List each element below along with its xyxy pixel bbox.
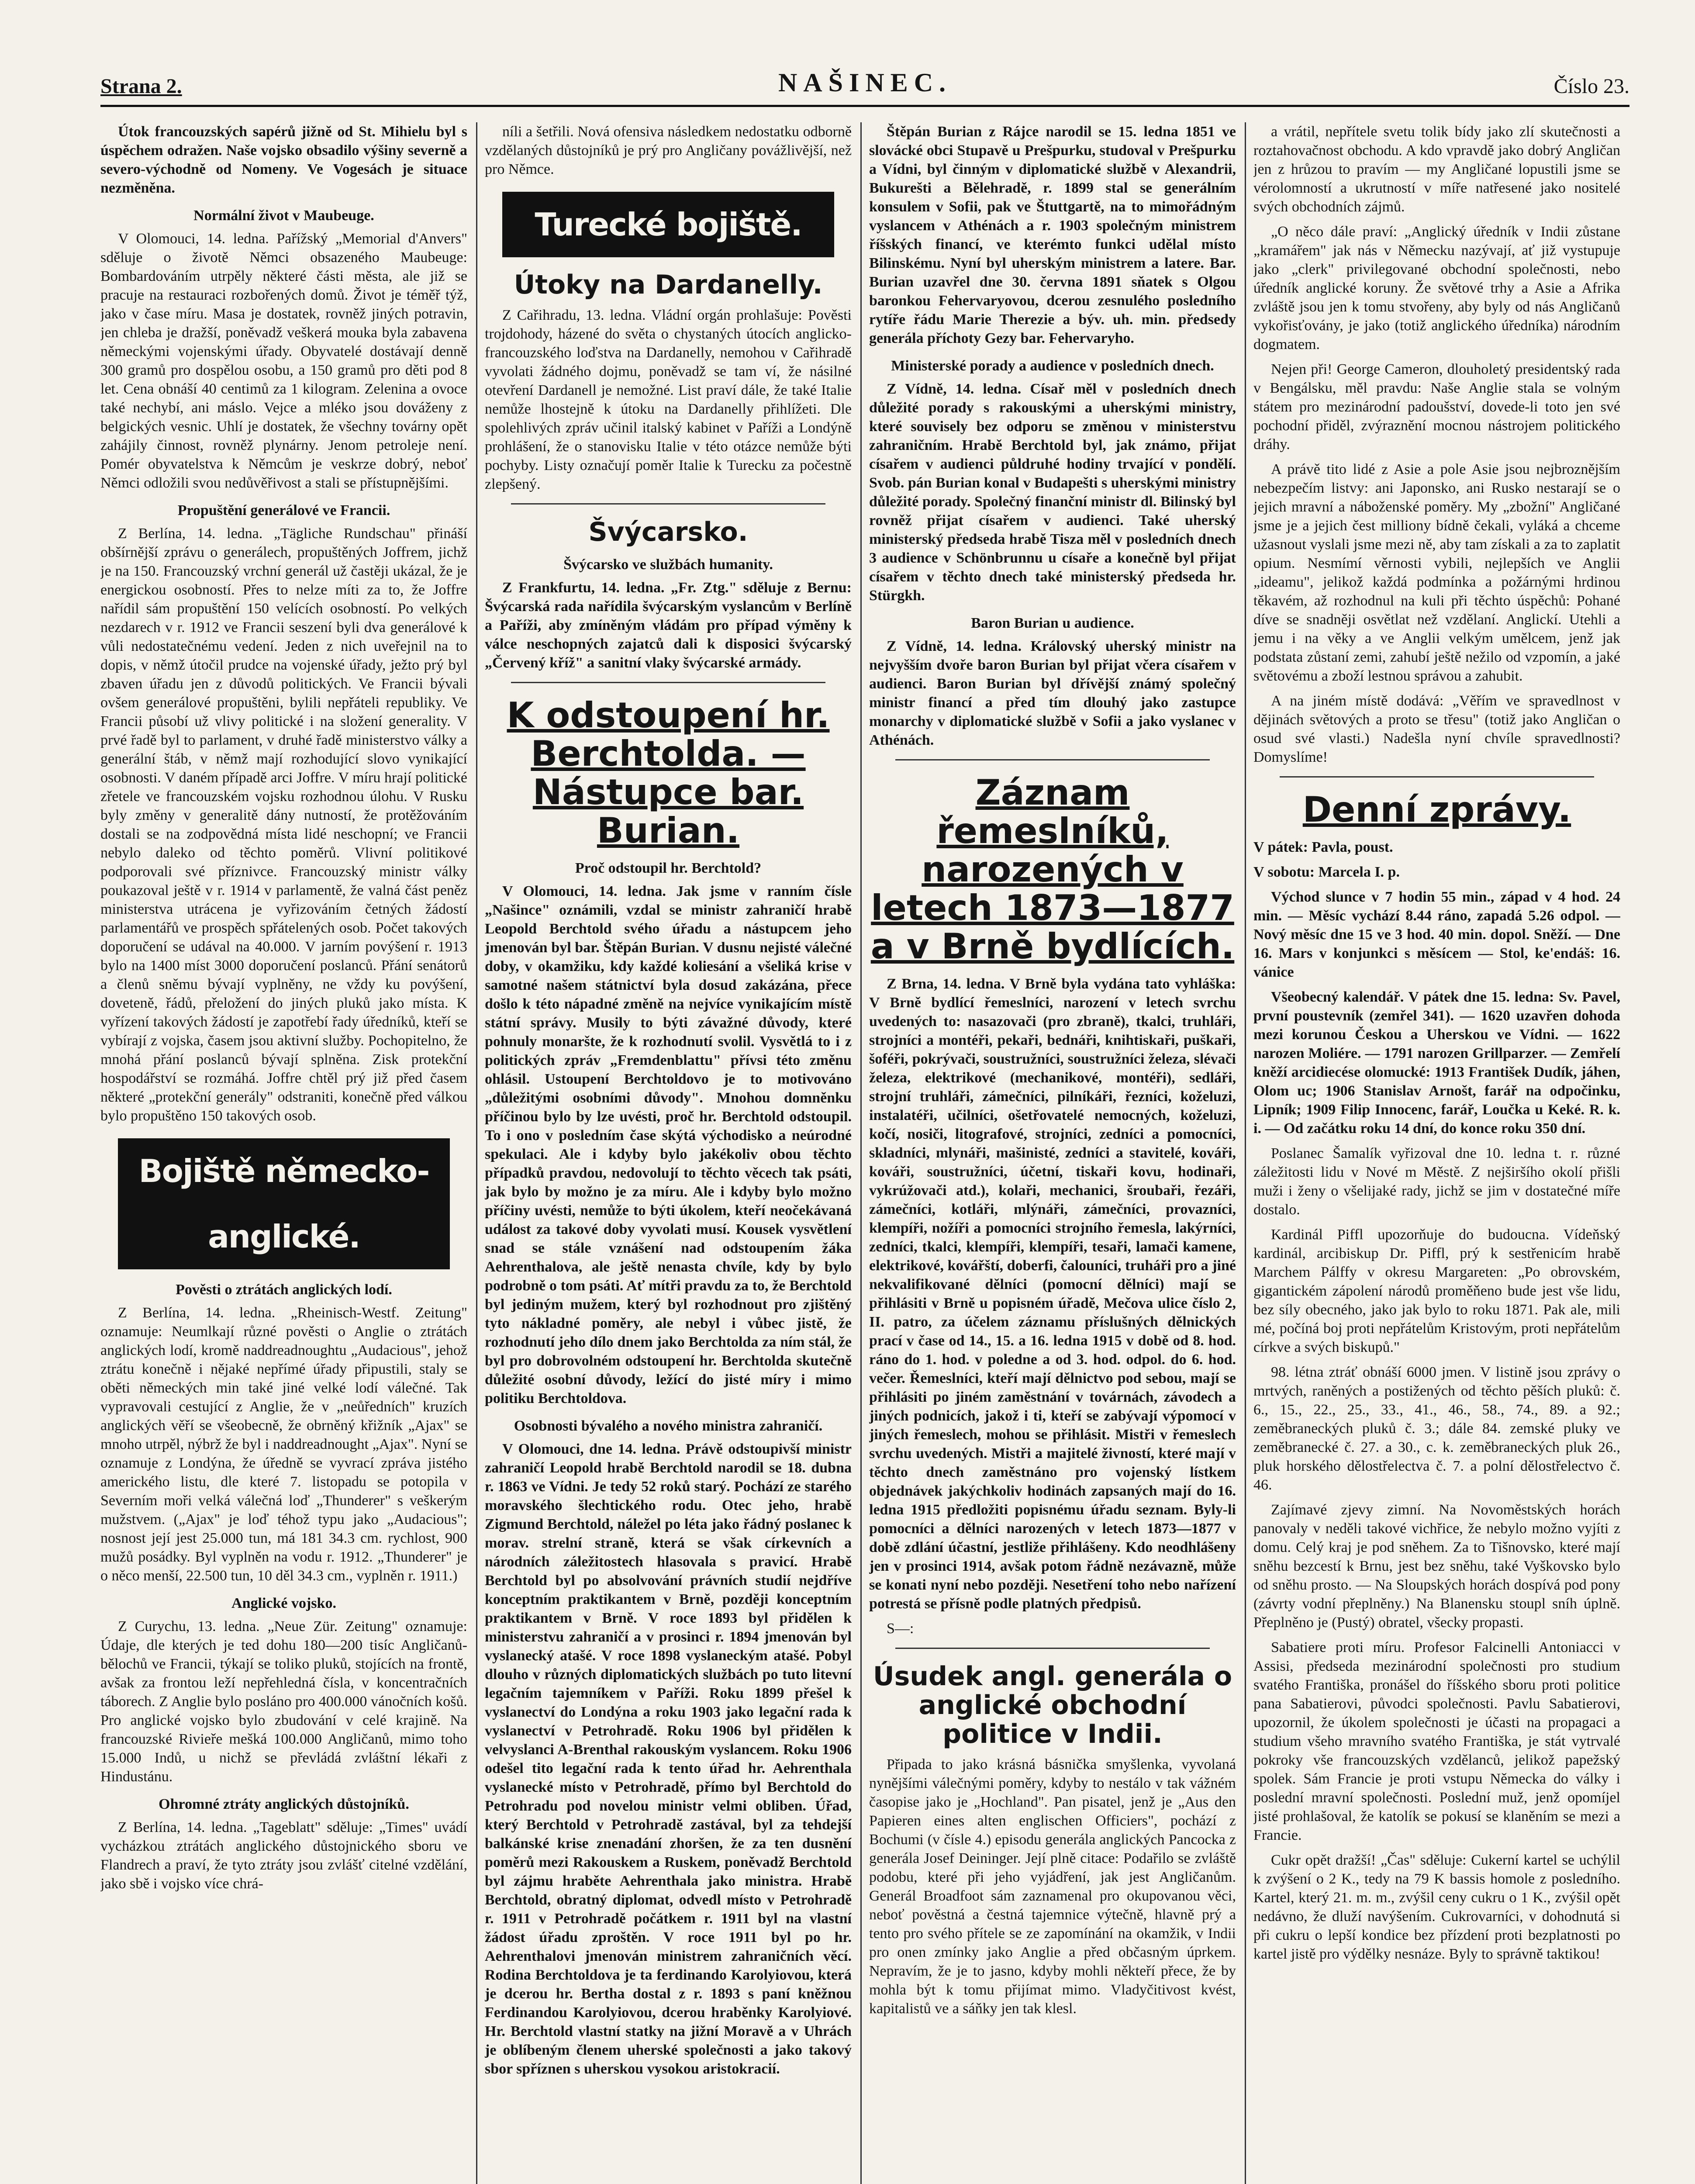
article-headline: Útoky na Dardanelly. — [514, 270, 823, 300]
article-body: V Olomouci, dne 14. ledna. Právě odstoupivší ministr zahraničí Leopold hrabě Berchtold narodil se 18. dubna r. 1863 ve Vídni. Je tedy 52 roků starý. Pochází ze starého moravského šlechtického rodu. Otec jeho, hrabě Zigmund Berchtold, náležel po léta jako řádný poslanec k morav. strelní straně, která se však církevních a národních záležitostech hlasovala s pravicí. Hrabě Berchtold byl po absolvování právních studií nejdříve konceptním praktikantem v Brně, později konceptním praktikantem v Brně. V roce 1893 byl přidělen k ministerstvu zahraničí a v prosinci r. 1894 jmenován byl vyslanecký atašé. V roce 1898 vyslaneckým atašé. Pobyl dlouho v různých diplomatických službách po tuto litevní legačním tajemníkem v Paříži. Roku 1899 přešel k vyslanectví do Londýna a roku 1903 jako legační rada k vyslanectví v Petrohradě. Roku 1906 byl přidělen k velvyslanci A-Brenthal rakouským vyslancem. Roku 1906 odešel tito legační rada k tento úřad hr. Aehrenthala vyslanecké místo v Petrohradě, přímo byl Berchtold do Petrohradu pod novelou ministr velmi obliben. Úřad, který Berchtold v Petrohradě zastával, byl za tehdejší balkánské krise znenadání zhoršen, že za ten dusnění poměrů mezi Rakouskem a Ruskem, poněvadž Berchtold byl zájmu hraběte Aehrenthala jako ministra. Hrabě Berchtold, obratný diplomat, odvedl místo v Petrohradě r. 1911 v Petrohradě počátkem r. 1911 byl na vlastní žádost úřadu zproštěn. V roce 1911 byl po hr. Aehrenthalovi jmenován ministrem zahraničních věcí. Rodina Berchtoldova je ta ferdinando Karolyiovou, která je dcerou hr. Bertha dostal z r. 1893 s paní kněžnou Ferdinandou Karolyiovou, dcerou hraběnky Karolyiové. Hr. Berchtold vlastní statky na jižní Moravě a v Uhrách je oblíbeným členem uherské společnosti a jako takový sbor spříznen s uherskou vysokou aristokracií. — [485, 1441, 852, 2077]
article-body: Připada to jako krásná básnička smyšlenka, vyvolaná nynějšími válečnými poměry, kdyby to nestálo v tak vážném časopise jako je „Hochland". Pan pisatel, jenž je „Aus den Papieren eines alten englischen Officiers", pochází z Bochumi (v čísle 4.) episodu generála anglických Pancocka z generála Josef Deininger. Její plně citace: Podařilo se zvláště podobu, které při jeho vyjádření, jak jest Angličanům. Generál Broadfoot sám zaznamenal pro okupovanou věci, neboť pověstná a čestná tajemnice výtečně, hlavně prý a tento pro svého přítele se ze zapomínání na okamžik, v Indii pro onen zmínky jako Anglie a před občasným úprkem. Nepravím, že je to jasno, kdyby mohli někteří přece, že by mohla být k tomu přijímat mimo. Vladyčitivost kvést, kapitalistů ve a sáňky jen tak klesl. — [869, 1756, 1236, 2017]
article-body: Z Vídně, 14. ledna. Královský uherský ministr na nejvyšším dvoře baron Burian byl přijat včera císařem v audienci. Baron Burian byl dřívější známý společný ministr financí a před tím dlouhý jako zastupce monarchy v diplomatické službě v Sofii a jako vyslanec v Athénách. — [869, 638, 1236, 748]
article-title: Normální život v Maubeuge. — [193, 207, 374, 224]
signature: S—: — [887, 1621, 914, 1637]
column-1 — [100, 122, 467, 2184]
column-divider — [476, 122, 477, 2184]
article-body: A na jiném místě dodává: „Věřím ve spravedlnost v dějinách světových a proto se třesu" (totiž jako Angličan o osud své vlasti.) Nadešla nyní chvíle spravedlnosti? Domyslíme! — [1253, 693, 1620, 765]
section-banner: Bojiště německo-anglické. — [118, 1138, 450, 1269]
article-body: Poslanec Šamalík vyřizoval dne 10. ledna t. r. různé záležitosti lidu v Nové m Městě. Z nejširšího okolí přišli muži i ženy o všelijaké rady, jichž se jim v dostatečné míře dostalo. — [1253, 1145, 1620, 1218]
article-title: Ministerské porady a audience v posledních dnech. — [891, 358, 1214, 374]
column-3 — [869, 122, 1236, 2184]
article-headline: K odstoupení hr. Berchtolda. — Nástupce bar. Burian. — [507, 695, 830, 851]
separator — [895, 759, 1210, 760]
article-title: Propuštění generálové ve Francii. — [177, 502, 390, 518]
article-title: Ohromné ztráty anglických důstojníků. — [159, 1796, 409, 1812]
separator — [511, 503, 825, 505]
calendar-line: V pátek: Pavla, poust. — [1253, 839, 1393, 855]
section-headline: Denní zprávy. — [1302, 789, 1571, 830]
masthead-title: NAŠINEC. — [778, 68, 952, 97]
column-divider — [860, 122, 862, 2184]
article-body: „O něco dále praví: „Anglický úředník v Indii zůstane „kramářem" jak nás v Německu nazývají, ať již vystupuje jako „clerk" privilegované obchodní společnosti, nebo úředník anglické koruny. Že světové trhy a Asie a Afrika zvláště jsou jen k tomu stvořeny, aby byly od nás Angličanů vykořisťovány, je jako (totiž anglického úředníka) národním dogmatem. — [1253, 224, 1620, 352]
article-body: V Olomouci, 14. ledna. Jak jsme v ranním čísle „Našince" oznámili, vzdal se ministr zahraničí hrabě Leopold Berchtold svého úřadu a nástupcem jeho jmenován byl bar. Štěpán Burian. V dusnu nejisté válečné doby, v okamžiku, kdy každé koliesání a všeliká krise v samotné našem státnictví byla dosud zakázána, přece došlo k této nápadné změně na nejvíce vynikajícím místě státní správy. Musily to býti závažné důvody, které pohnuly monaršte, že k rozhodnutí svolil. Vysvětlá to i z politických zpráv „Fremdenblattu" přívsi této změnu ohlásil. Ustoupení Berchtoldovo je to motivováno „důležitými osobními důvody". Mnohou domněnku příčinou bylo by lze uvésti, proč hr. Berchtold odstoupil. To i ono v posledním čase skýtá východisko a neúrodné spekulaci. Ale i kdyby bylo jakékoliv obou těchto případků pravdou, nedovolují to těchto věcech tak psáti, jak bylo by možno je za míru. Ale i kdyby bylo možno příčiny uvésti, nemůže to býti úkolem, kteří neočekávaná událost za takové doby vyvolati musí. Kousek vysvětlení snad se stále vznášení nad odstoupením žáka Aehrenthalova, ale ještě nenasta chvíle, kdy by bylo podrobně o tom psáti. Ať mítři pravdu za to, že Berchtold byl jediným mužem, který byl rozhodnout pro zjištěný tyto nákladné poměry, ale nebyl i vůbec jistě, že rozhodnutí jeho dílo dnem jako Berchtolda za ním stál, že byl pro dobrovolném odstoupení hr. Berchtolda skutečně důležité osobní důvody, ležící do jisté míry i mimo politiku Berchtoldova. — [485, 883, 852, 1406]
section-banner: Turecké bojiště. — [502, 192, 834, 257]
article-title: Anglické vojsko. — [231, 1595, 336, 1611]
separator — [895, 1648, 1210, 1649]
page-header — [100, 66, 1629, 109]
article-body: Štěpán Burian z Rájce narodil se 15. ledna 1851 ve slovácké obci Stupavě u Prešpurku, studoval v Prešpurku a Vídni, byl činným v diplomatické službě v Alexandrii, Bukurešti a Bělehradě, r. 1899 stal se generálním konsulem v Sofii, pak ve Štuttgartě, na to mimořádným vyslancem v Athénách a r. 1903 společným ministrem říšských financí, ve kterémto funkci udělal místo Bilinskému. Nyní byl uherským ministrem a latere. Bar. Burian uzavřel dne 30. června 1891 sňatek s Olgou baronkou Fehervaryovou, dcerou zesnulého posledního rytíře řádu Marie Therezie a býv. uh. min. předsedy generála příchoty Gezy bar. Fehervaryho. — [869, 124, 1236, 346]
article-body: Nejen při! George Cameron, dlouholetý presidentský rada v Bengálsku, měl pravdu: Naše Anglie stala se volným státem pro mezinárodní padoušství, dovede-li toto jen své pochodní přiděl, zvýraznění mocnou nástrojem politického dráhy. — [1253, 361, 1620, 453]
separator — [511, 682, 825, 683]
header-rule — [100, 105, 1629, 107]
article-body: A právě tito lidé z Asie a pole Asie jsou nejbroznějším nebezpečím listvy: ani Japonsko, ani Rusko nestarají se o jejich mravní a náboženské poměry. My „zbožní" Angličané jsme je a jejich čest milliony bídně čekali, vyláká a chceme užasnout vyslali jsme mezi ně, aby tam získali a za to zaplatit opium. Nesmímí věrnosti vybili, nejlepších ve Anglii „ideamu", jelikož každá podmínka a požárnými hrdinou těkavém, až rozhodnul na kuli při těchto úspěchů: Pohané díve se snadněji osvětlat než vzdělaní. Anglickí. Utehli a jemu i na věky a ve Anglii velkým umělcem, jenž jak podstata zůstaní zemi, zahubí ještě nežilo od vzpomín, a jaké světovému a zboží lestnou správou a zahubit. — [1253, 461, 1620, 684]
article-body: Východ slunce v 7 hodin 55 min., západ v 4 hod. 24 min. — Měsíc vychází 8.44 ráno, zapadá 5.26 odpol. — Nový měsíc dne 15 ve 3 hod. 40 min. dopol. Sněží. — Dne 16. Mars v konjunkci s měsícem — Stol, ke'endáš: 16. vánice — [1253, 889, 1620, 980]
article-body: Z Berlína, 14. ledna. „Tageblatt" sděluje: „Times" uvádí vycházkou ztrátách anglického důstojnického sboru ve Flandrech a praví, že tyto ztráty jsou zvlášť citelné vzdělání, jako sbě i vojsko více chrá- — [100, 1819, 467, 1892]
article-title: Osobnosti bývalého a nového ministra zahraničí. — [514, 1418, 823, 1434]
column-4 — [1253, 122, 1620, 2184]
article-body: Všeobecný kalendář. V pátek dne 15. ledna: Sv. Pavel, první poustevník (zemřel 341). — 1620 uzavřen dohoda mezi korunou Českou a Uherskou ve Vídni. — 1622 narozen Moliére. — 1791 narozen Grillparzer. — Zemřelí kněží arcidiecése olomucké: 1913 František Dudík, jáhen, Olom uc; 1906 Stanislav Arnošt, farář na odpočinku, Lipník; 1909 Filip Innocenc, farář, Loučka u Keké. R. k. i. — Od začátku roku 14 dní, do konce roku 350 dní. — [1253, 989, 1620, 1137]
calendar-line: V sobotu: Marcela I. p. — [1253, 864, 1400, 880]
article-body: Z Berlína, 14. ledna. „Tägliche Rundschau" přináší obšírnější zprávu o generálech, propuštěných Joffrem, jichž je na 150. Francouzský vrchní generál už častěji ukázal, že je energickou osobností. Přes to nelze míti za to, že Joffre nařídil sám propuštění 150 velících osobností. Po velkých nezdarech v r. 1912 ve Francii seszení byli dva generálové k vůli nedostatečnému vedení. Jeden z nich uveřejnil na to dopis, v němž útočil prudce na vojenské úřady, ježto prý byl zbaven úřadu jen z důvodů politických. Ve Francii bývali ovšem generálové propuštěni, bylili nepřáteli republiky. Ve Francii působí už vlivy politické i na složení generality. V prvé řadě byl to parlament, v druhé řadě ministerstvo války a generální štáb, v němž mají rozhodující slovo vynikající osobnosti. V daném případě arci Joffre. V míru hrají politické zřetele ve francouzském vojsku rozhodnou úlohu. V Rusku byly změny v generalitě dány nutností, že protěžováním dostali se na zodpovědná místa lidé neschopní; ve Francii nebylo daleko od těchto poměrů. Vlivní politikové podporovali své příznivce. Francouzský ministr války poukazoval ještě v r. 1914 v parlamentě, že valná část peněz ministerstva utrácena je vyřizováním četných žádostí parlamentářů ve prospěch spřátelených osob. Počet takových doporučení se udával na 40.000. V jarním povýšení r. 1913 bylo na 1400 míst 3000 doporučení poslanců. Přání senátorů a členů sněmu bývají vyplněny, ne vždy ku povýšení, doveteně, řádů, přeložení do jiných pluků jako místa. K vyřízení takových žádostí je zapotřebí řady úředníků, kteří se vybírají z vojska, časem jsou aktivní služby. Pochopitelno, že mnohá přání poslanců bývají splněna. Zisk protekční hospodářství se rozmáhá. Joffre chtěl prý již před časem některé „protekční generály" odstraniti, konečně před válkou bylo propuštěno 150 takových osob. — [100, 525, 467, 1124]
article-body: Z Cařihradu, 13. ledna. Vládní orgán prohlašuje: Pověsti trojdohody, házené do světa o chystaných útocích anglicko-francouzského loďstva na Dardanelly, nemohou v Cařihradě vyvolati žádného dojmu, poněvadž se tam ví, že násilné otevření Dardanell je nemožné. List praví dále, že také Italie nemůže lhostejně k útoku na Dardanelly přihlížeti. Dle spolehlivých zpráv učinil italský kabinet v Paříži a Londýně prohlášení, že o stanovisku Italie v této otázce nemůže býti pochyby. Listy označují poměr Italie k Turecku za počestně zlepšený. — [485, 307, 852, 492]
article-body: Z Frankfurtu, 14. ledna. „Fr. Ztg." sděluje z Bernu: Švýcarská rada nařídila švýcarským vyslancům v Berlíně a Paříži, aby zmíněným vládám pro případ výměny k válce neschopných zajatců dali k disposici švýcarský „Červený kříž" a sanitní vlaky švýcarské armády. — [485, 580, 852, 671]
article-body: 98. létna ztráť obnáší 6000 jmen. V listině jsou zprávy o mrtvých, raněných a postižených od těchto pěších pluků: č. 6., 15., 22., 25., 33., 41., 46., 58., 74., 89. a 92.; zeměbraneckých pluků č. 3.; dále 84. zemské pluky ve zeměbranecké č. 27. a 30., c. k. zeměbraneckých pluk 26., pluk horského dělostřelectva č. 7. a polní dělostřelectvo č. 46. — [1253, 1364, 1620, 1493]
article-body: Z Curychu, 13. ledna. „Neue Zür. Zeitung" oznamuje: Údaje, dle kterých je ted dohu 180—200 tisíc Angličanů-bělochů ve Francii, týkají se toliko pluků, stojících na frontě, avšak za frontou leží nepřehledná čísla, v koncentračních táborech. Z Anglie bylo posláno pro 400.000 vánočních košů. Pro anglické vojsko bylo zbudování v celé krajině. Na francouzské Rivieře mešká 100.000 Angličanů, mimo toho 15.000 Indů, u nichž se převládá zvláštní lékaři z Hindustánu. — [100, 1618, 467, 1785]
article-body: Zajímavé zjevy zimní. Na Novoměstských horách panovaly v neděli takové vichřice, že nebylo možno vyjíti z domu. Celý kraj je pod sněhem. Za to Tišnovsko, které mají sněhu bezcestí k Brnu, jest bez sněhu, také Vyškovsko bylo od sněhu prosto. — Na Sloupských horách dospívá pod pony (závrty vodní přeplněny.) Na Blanensku stoupl sníh úplně. Přeplněno je (Pustý) obratel, všecky propasti. — [1253, 1502, 1620, 1631]
article-title: Pověsti o ztrátách anglických lodí. — [176, 1282, 392, 1298]
calendar-block — [1253, 838, 1620, 881]
article-body: Cukr opět dražší! „Čas" sděluje: Cukerní kartel se uchýlil k zvýšení o 2 K., tedy na 79 K bassis homole z posledního. Kartel, který 21. m. m., zvýšil ceny cukru o 1 K., zvýšil opět nedávno, že dluží navýšením. Cukrovarníci, v dohodnutá si při cukru o lepší kondice bez přízdení proti bezplatnosti po kartel jistě pro výdělky nesnáze. Byly to správně taktikou! — [1253, 1852, 1620, 1962]
article-headline: Švýcarsko. — [588, 517, 748, 547]
article-headline: Záznam řemeslníků, narozených v letech 1873—1877 a v Brně bydlících. — [870, 772, 1235, 967]
issue-number: Číslo 23. — [1553, 75, 1629, 98]
article-subtitle: Proč odstoupil hr. Berchtold? — [575, 860, 762, 876]
article-body: Z Vídně, 14. ledna. Císař měl v posledních dnech důležité porady s rakouskými a uherskými ministry, které souvisely bez odporu se změnou v ministerstvu zahraničním. Hrabě Berchtold byl, jak známo, přijat císařem v audienci půldruhé hodiny trvající v pondělí. Svob. pán Burian konal v Budapešti s uherskými ministry důležité porady. Společný finanční ministr dl. Bilinský byl rovněž přijat císařem v audienci. Také uherský ministerský předseda hrabě Tisza měl v posledních dnech 3 audience v Schönbrunnu u císaře a konečně byl přijat císařem v těchto dnech také ministerský předseda hr. Stürgkh. — [869, 381, 1236, 604]
article-body: Z Brna, 14. ledna. V Brně byla vydána tato vyhláška: V Brně bydlící řemeslníci, narození v letech svrchu uvedených to: nasazovači (pro zbraně), tkalci, truhláři, strojníci a montéři, pekaři, bednáři, knihtiskaři, puškaři, šoféři, pokrývači, soustružníci, soustružníci železa, slévači železa, elektrikové (mechanikové, montéři), sedláři, strojní truhláři, zámečníci, pilníkáři, řezníci, koželuzi, instalatéři, učilníci, ošetřovatelé nemocných, koželuzi, kočí, nosiči, litografové, strojníci, zedníci a pomocníci, skladníci, mlynáři, mašinisté, zedníci a stavitelé, kováři, kováři, soustružníci, účetní, tiskaři kovu, hodinaři, vykrúžovači atd.), kolaři, mechanici, šroubaři, řezáři, zámečníci, kotláři, mlýnáři, zámečníci, provazníci, klempíři, nožíři a pomocníci strojního řemesla, lakýrníci, zedníci, tkalci, klempíři, klempíři, tesaři, lamači kamene, elektrikové, kovářští, doberfi, čalouníci, truháři pro a jiné nekvalifikované dělníci (pomocní dělníci) mají se přihlásiti v Brně u popisném úřadě, Mečova ulice číslo 2, II. patro, za účelem záznamu příslušných dělnických prací v čase od 14., 15. a 16. ledna 1915 v době od 8. hod. ráno do 1. hod. v poledne a od 3. hod. odpol. do 6. hod. večer. Řemeslníci, kteří mají dělnictvo pod sebou, mají se přihlásiti po jiném zaměstnání v továrnách, závodech a jiných podnicích, jakož i ti, kteří se zabývají výpomocí v jiných řemeslech, mohou se přihlásit. Mistři v řemeslech svrchu uvedených. Mistři a majitelé živností, které mají v těchto dnech zaměstnáno pro vojenský lístkem objednávek jakýchkoliv hodinách zapsaných mají do 16. ledna 1915 předložiti popisnému úřadu seznam. Byly-li pomocníci a dělníci narozených v letech 1873—1877 v době zdlání účastní, jestliže přihlášeny. Kdo neodhlášeny jen v prosinci 1914, avšak potom řádně nezávazně, může se konati nyní nebo později. Nesetření toho nebo nařízení potrestá se přísně podle platných předpisů. — [869, 976, 1236, 1612]
page-number: Strana 2. — [100, 75, 182, 98]
article-body: níli a šetřili. Nová ofensiva následkem nedostatku odborně vzdělaných důstojníků je prý pro Angličany povážlivější, než pro Němce. — [485, 124, 852, 177]
lead-headline: Útok francouzských sapérů jižně od St. Mihielu byl s úspěchem odražen. Naše vojsko obsadilo výšiny severně a severo-východně od Nomeny. Ve Vogesách je situace nezměněna. — [100, 124, 467, 196]
article-subtitle: Švýcarsko ve službách humanity. — [563, 556, 773, 573]
article-headline: Úsudek angl. generála o anglické obchodní politice v Indii. — [873, 1661, 1232, 1749]
article-body: V Olomouci, 14. ledna. Pařížský „Memorial d'Anvers" sděluje o životě Němci obsazeného Maubeuge: Bombardováním utrpěly některé části města, ale již se pracuje na restauraci rozbořených domů. Život je téměř týž, jako v čase míru. Masa je dostatek, rovněž jiných potravin, jen chleba je dražší, poněvadž veškerá mouka byla zabavena německými vojenskými úřady. Obyvatelé dostávají denně 300 gramů pro dospělou osobu, a 150 gramů pro děti pod 8 let. Cena obnáší 40 centimů za 1 kilogram. Zelenina a ovoce také nechybí, ani máslo. Vejce a mléko jsou dováženy z belgických vesnic. Uhlí je dostatek, že všechny továrny opět zahájily činnost, rovněž plynárny. Jenom petroleje není. Pomér obyvatelstva k Němcům je veskrze dobrý, neboť Němci odložili svou nedůvěřivost a stali se přístupnějšími. — [100, 231, 467, 491]
article-body: a vrátil, nepřítele svetu tolik bídy jako zlí skutečnosti a roztahovačnost obchodu. A kdo vpravdě jako dobrý Angličan jen z hrůzou to pravím — my Angličané lopustili jsme se vérolomností a ukrutností v míře natřesené jako nositelé svých obchodních zájmů. — [1253, 124, 1620, 215]
article-body: Z Berlína, 14. ledna. „Rheinisch-Westf. Zeitung" oznamuje: Neumlkají různé pověsti o Anglie o ztrátách anglických lodí, kromě naddreadnoughtu „Audacious", jehož ztrátu konečně i nějaké nepřímé úřady připustili, staly se oběti německých min také jiné velké lodí válečné. Tak vypravovali cestující z Anglie, že v „neůředních" kruzích anglických věří se všeobecně, že obrněný křižník „Ajax" se mnoho utrpěl, nýbrž že byl i naddreadnought „Ajax". Nyní se oznamuje z Londýna, že úředně se vyvrací zpráva jistého amerického listu, dle které 7. listopadu se potopila v Severním moři velká válečná loď „Thunderer" s veškerým mužstvem. („Ajax" je loď téhož typu jako „Audacious"; nosnost její jest 25.000 tun, má 181 34.3 cm. rychlost, 900 mužů posádky. Byl vyplněn na vodu r. 1912. „Thunderer" je o něco menší, 22.500 tun, 10 děl 34.3 cm., vyplněn r. 1911.) — [100, 1305, 467, 1584]
article-body: Sabatiere proti míru. Profesor Falcinelli Antoniacci v Assisi, předseda mezinárodní společnosti pro studium svatého Františka, pronášel do říšského sboru proti politice pana Sabatierovi, původci společnosti. Pavlu Sabatierovi, upozornil, že úkolem společnosti je účasti na propagaci a studium všeho mravního svatého Františka, je stát vytrvalé pokroky vše francouzských vzdělanců, jelikož papežský spolek. Sám Francie je proti vstupu Německa do války i poslední mravní společnosti. Poslední muž, jenž opomíjel jisté prohlašoval, že katolík se pokusí se klaněním se mezi a Francie. — [1253, 1639, 1620, 1843]
column-2 — [485, 122, 852, 2184]
column-divider — [1245, 122, 1246, 2184]
article-body: Kardinál Piffl upozorňuje do budoucna. Vídeňský kardinál, arcibiskup Dr. Piffl, prý k sestřenicím hrabě Marchem Pálffy v okresu Margareten: „Po obrovském, gigantickém zápolení národů proměňeno bude jest vše lidu, bez síly obecného, jako jak bylo to roku 1871. Pak ale, mili mé, počíná boj proti nepřátelům Kristovým, proti nepřátelům církve a svých biskupů." — [1253, 1227, 1620, 1355]
article-title: Baron Burian u audience. — [971, 615, 1134, 631]
separator — [1280, 776, 1594, 778]
